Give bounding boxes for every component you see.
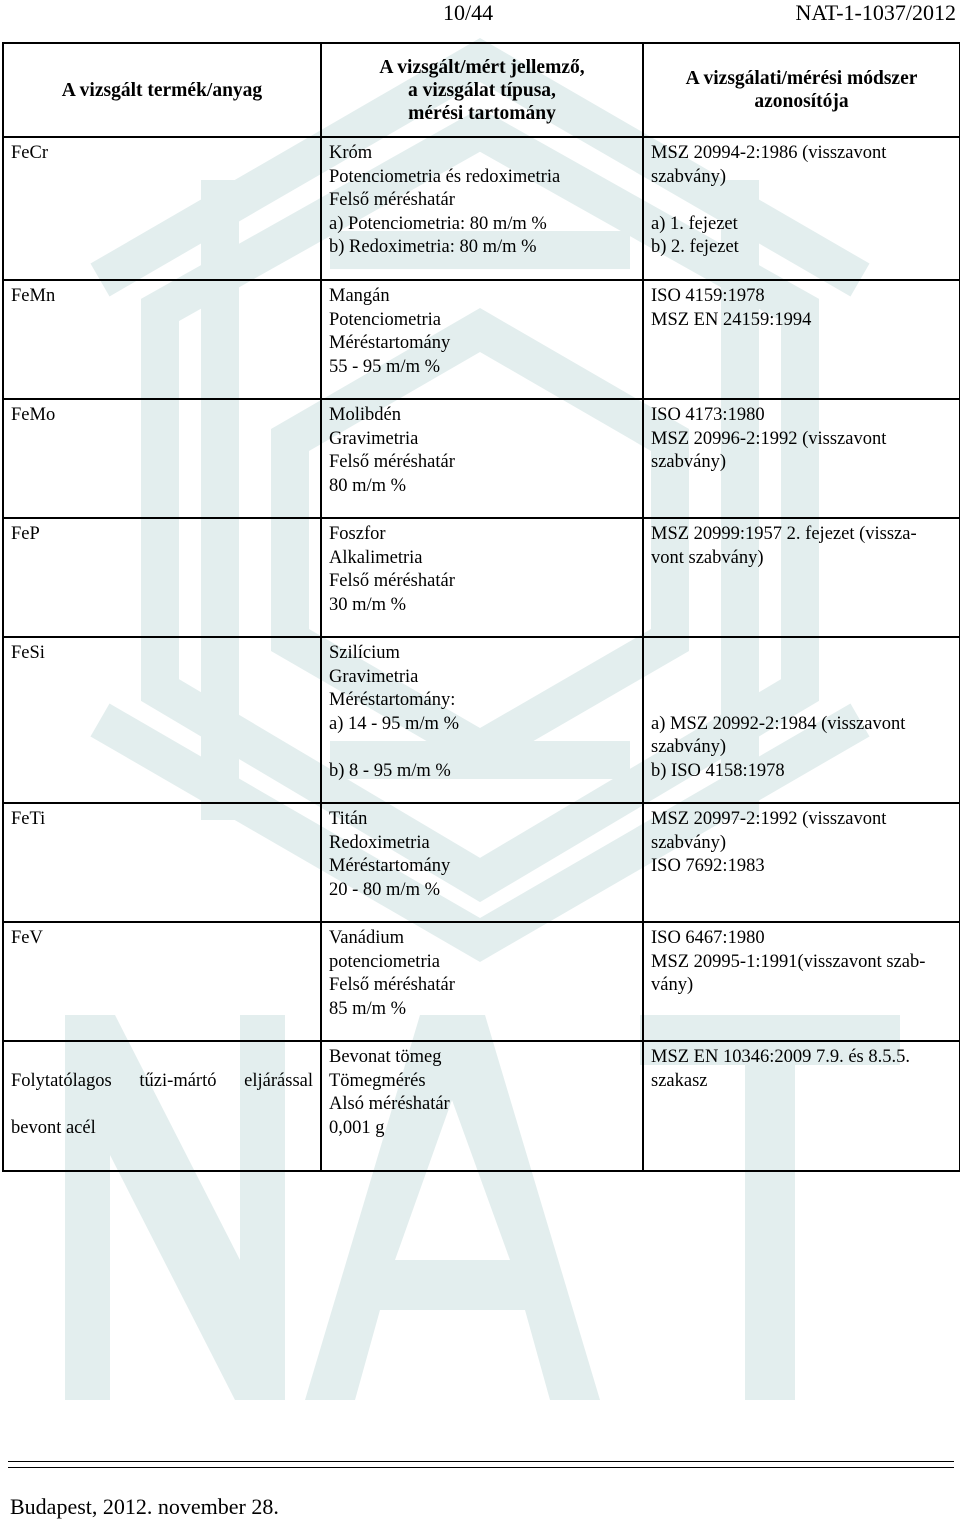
table-header-row [3,43,960,137]
product-cell: FeTi [3,803,321,922]
footer-place-date: Budapest, 2012. november 28. [10,1494,279,1519]
product-cell: FeP [3,518,321,637]
product-cell: FeMo [3,399,321,518]
product-cell [3,1041,321,1171]
property-cell: Foszfor Alkalimetria Felső méréshatár 30 m/m % [321,518,643,637]
product-cell: FeCr [3,137,321,280]
product-cell: FeSi [3,637,321,803]
method-cell: MSZ 20997-2:1992 (visszavont szabvány) ISO 7692:1983 [643,803,960,922]
table-row [3,1041,960,1171]
method-cell: ISO 4159:1978 MSZ EN 24159:1994 [643,280,960,399]
product-line-1: Folytatólagos tűzi-mártó eljárással [11,1070,313,1091]
footer-divider-bottom [8,1467,954,1468]
table-row [3,518,960,637]
footer-divider-top [8,1461,954,1462]
property-cell: Molibdén Gravimetria Felső méréshatár 80 m/m % [321,399,643,518]
property-cell: Szilícium Gravimetria Méréstartomány: a) 14 - 95 m/m % b) 8 - 95 m/m % [321,637,643,803]
page-number: 10/44 [443,0,494,25]
product-cell: FeV [3,922,321,1041]
method-cell: a) MSZ 20992-2:1984 (visszavont szabvány) b) ISO 4158:1978 [643,637,960,803]
document-code: NAT-1-1037/2012 [795,0,956,25]
column-header-product: A vizsgált termék/anyag [3,43,321,137]
table-row [3,637,960,803]
method-cell: MSZ EN 10346:2009 7.9. és 8.5.5. szakasz [643,1041,960,1171]
column-header-method: A vizsgálati/mérési módszer azonosítója [643,43,960,137]
property-cell: Titán Redoximetria Méréstartomány 20 - 80 m/m % [321,803,643,922]
table-row [3,803,960,922]
method-cell: ISO 6467:1980 MSZ 20995-1:1991(visszavont szab- vány) [643,922,960,1041]
table-row [3,399,960,518]
table-row [3,922,960,1041]
product-line-2: bevont acél [11,1117,96,1138]
product-cell: FeMn [3,280,321,399]
property-cell: Bevonat tömeg Tömegmérés Alsó méréshatár 0,001 g [321,1041,643,1171]
property-cell: Vanádium potenciometria Felső méréshatár 85 m/m % [321,922,643,1041]
property-cell: Króm Potenciometria és redoximetria Felső méréshatár a) Potenciometria: 80 m/m % b) Redoximetria: 80 m/m % [321,137,643,280]
method-cell: ISO 4173:1980 MSZ 20996-2:1992 (visszavont szabvány) [643,399,960,518]
method-cell: MSZ 20999:1957 2. fejezet (vissza- vont szabvány) [643,518,960,637]
column-header-property: A vizsgált/mért jellemző, a vizsgálat típusa, mérési tartomány [321,43,643,137]
table-row [3,137,960,280]
table-row [3,280,960,399]
method-cell: MSZ 20994-2:1986 (visszavont szabvány) a) 1. fejezet b) 2. fejezet [643,137,960,280]
accreditation-table [2,42,960,1172]
property-cell: Mangán Potenciometria Méréstartomány 55 - 95 m/m % [321,280,643,399]
